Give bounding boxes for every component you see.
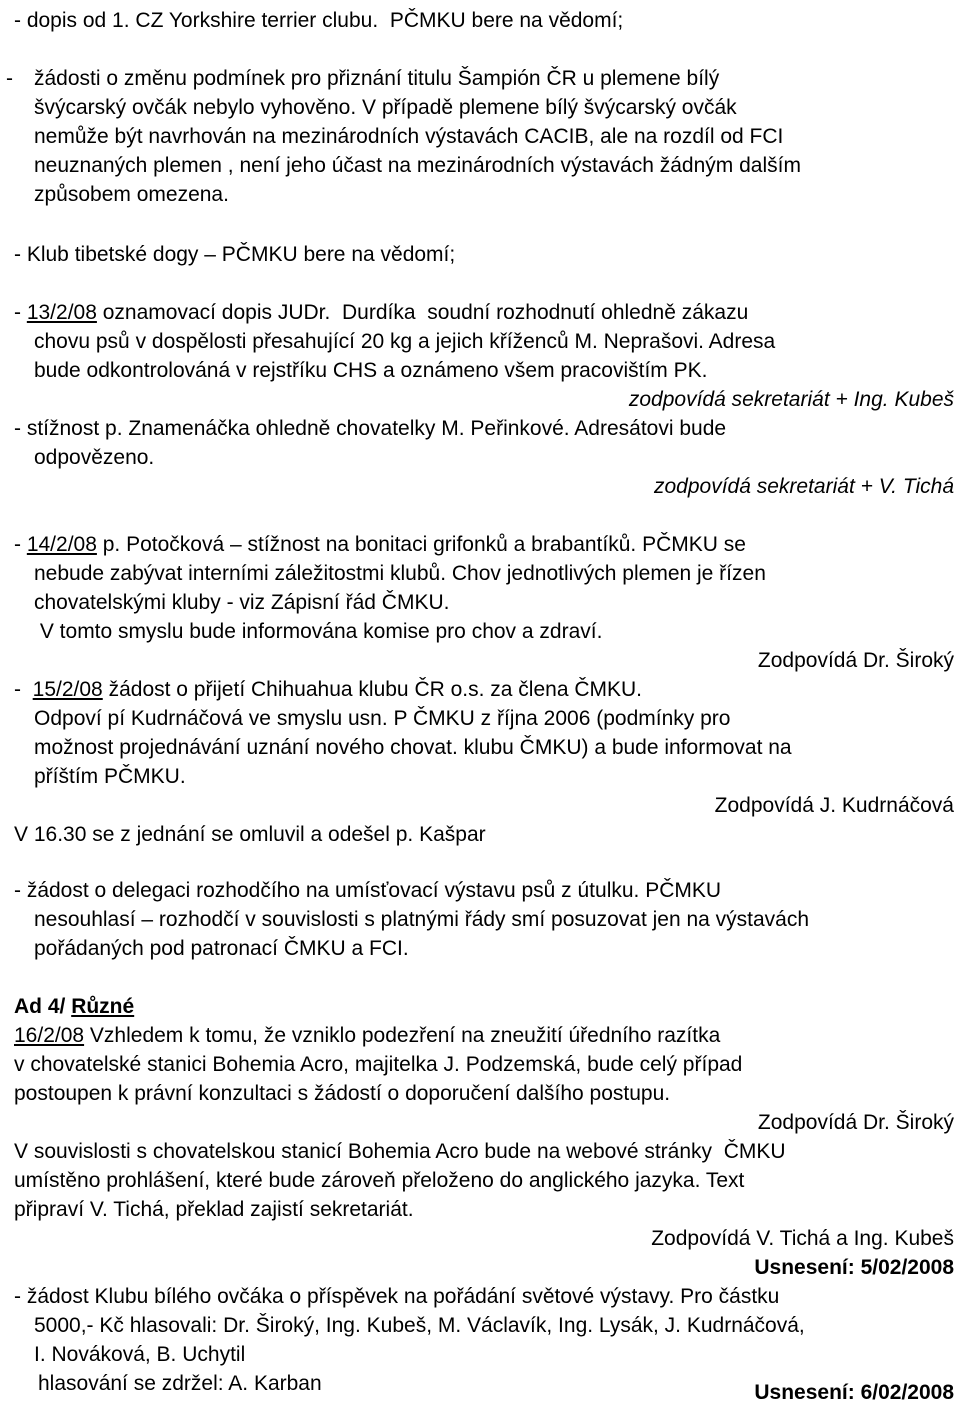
paragraph-line: nemůže být navrhován na mezinárodních výstavách CACIB, ale na rozdíl od FCI — [34, 125, 784, 148]
reference-number: 14/2/08 — [26, 533, 97, 556]
item-dash: - — [14, 533, 27, 556]
paragraph-line: 16/2/08 Vzhledem k tomu, že vzniklo podezření na zneužití úředního razítka — [14, 1024, 721, 1047]
paragraph-line: chovu psů v dospělosti přesahující 20 kg a jejich kříženců M. Neprašovi. Adresa — [34, 330, 776, 353]
paragraph-line: nebude zabývat interními záležitostmi klubů. Chov jednotlivých plemen je řízen — [34, 562, 766, 585]
paragraph-line: postoupen k právní konzultaci s žádostí o doporučení dalšího postupu. — [14, 1082, 671, 1105]
paragraph-line: bude odkontrolováná v rejstříku CHS a oznámeno všem pracovištím PK. — [34, 359, 708, 382]
paragraph-line: švýcarský ovčák nebylo vyhověno. V případě plemene bílý švýcarský ovčák — [34, 96, 737, 119]
paragraph-line: hlasování se zdržel: A. Karban — [38, 1372, 322, 1395]
paragraph-line: pořádaných pod patronací ČMKU a FCI. — [34, 937, 409, 960]
paragraph-line: - 15/2/08 žádost o přijetí Chihuahua klubu ČR o.s. za člena ČMKU. — [14, 678, 643, 701]
item-dash: - — [6, 67, 25, 90]
responsible-line: Zodpovídá Dr. Široký — [757, 1111, 954, 1134]
paragraph-line: neuznaných plemen , není jeho účast na mezinárodních výstavách žádným dalším — [34, 154, 801, 177]
item-dash: - — [14, 301, 27, 324]
paragraph-line: připraví V. Tichá, překlad zajistí sekretariát. — [14, 1198, 414, 1221]
paragraph-line: chovatelskými kluby - viz Zápisní řád ČMKU. — [34, 591, 450, 614]
paragraph-line: odpovězeno. — [34, 446, 155, 469]
responsible-line: zodpovídá sekretariát + V. Tichá — [654, 475, 954, 498]
section-heading: Ad 4/ Různé — [14, 995, 135, 1018]
item-yorkshire-letter: - dopis od 1. CZ Yorkshire terrier clubu. PČMKU bere na vědomí; — [14, 9, 624, 32]
paragraph-line: - 13/2/08 oznamovací dopis JUDr. Durdíka soudní rozhodnutí ohledně zákazu — [14, 301, 749, 324]
paragraph-line: I. Nováková, B. Uchytil — [34, 1343, 246, 1366]
paragraph-line: - žádost o delegaci rozhodčího na umísťovací výstavu psů z útulku. PČMKU — [14, 879, 722, 902]
paragraph-line: Odpoví pí Kudrnáčová ve smyslu usn. P ČMKU z října 2006 (podmínky pro — [34, 707, 731, 730]
paragraph-line: V tomto smyslu bude informována komise pro chov a zdraví. — [34, 620, 603, 643]
paragraph-line: - žádost Klubu bílého ovčáka o příspěvek na pořádání světové výstavy. Pro částku — [14, 1285, 780, 1308]
item-dash: - — [14, 678, 33, 701]
paragraph-line: - 14/2/08 p. Potočková – stížnost na bonitaci grifonků a brabantíků. PČMKU se — [14, 533, 746, 556]
paragraph-line: nesouhlasí – rozhodčí v souvislosti s platnými řády smí posuzovat jen na výstavách — [34, 908, 810, 931]
reference-number: 15/2/08 — [32, 678, 103, 701]
paragraph-line: způsobem omezena. — [34, 183, 229, 206]
paragraph-line: V souvislosti s chovatelskou stanicí Bohemia Acro bude na webové stránky ČMKU — [14, 1140, 786, 1163]
resolution-number: Usnesení: 6/02/2008 — [754, 1381, 954, 1404]
paragraph-line: 5000,- Kč hlasovali: Dr. Široký, Ing. Kubeš, M. Václavík, Ing. Lysák, J. Kudrnáčová, — [34, 1314, 805, 1337]
note-departure: V 16.30 se z jednání se omluvil a odešel p. Kašpar — [14, 823, 486, 846]
item-tibet-club: - Klub tibetské dogy – PČMKU bere na vědomí; — [14, 243, 456, 266]
responsible-line: Zodpovídá Dr. Široký — [757, 649, 954, 672]
resolution-number: Usnesení: 5/02/2008 — [754, 1256, 954, 1279]
responsible-line: Zodpovídá V. Tichá a Ing. Kubeš — [651, 1227, 954, 1250]
paragraph-line: žádosti o změnu podmínek pro přiznání titulu Šampión ČR u plemene bílý — [34, 67, 720, 90]
paragraph-line: možnost projednávání uznání nového chovat. klubu ČMKU) a bude informovat na — [34, 736, 792, 759]
paragraph-line: - stížnost p. Znamenáčka ohledně chovatelky M. Peřinkové. Adresátovi bude — [14, 417, 727, 440]
section-title: Různé — [71, 995, 135, 1018]
responsible-line: Zodpovídá J. Kudrnáčová — [714, 794, 954, 817]
reference-number: 13/2/08 — [26, 301, 97, 324]
reference-number: 16/2/08 — [14, 1024, 85, 1047]
responsible-line: zodpovídá sekretariát + Ing. Kubeš — [628, 388, 954, 411]
paragraph-line: v chovatelské stanici Bohemia Acro, majitelka J. Podzemská, bude celý případ — [14, 1053, 743, 1076]
paragraph-line: umístěno prohlášení, které bude zároveň přeloženo do anglického jazyka. Text — [14, 1169, 745, 1192]
paragraph-line: příštím PČMKU. — [34, 765, 186, 788]
